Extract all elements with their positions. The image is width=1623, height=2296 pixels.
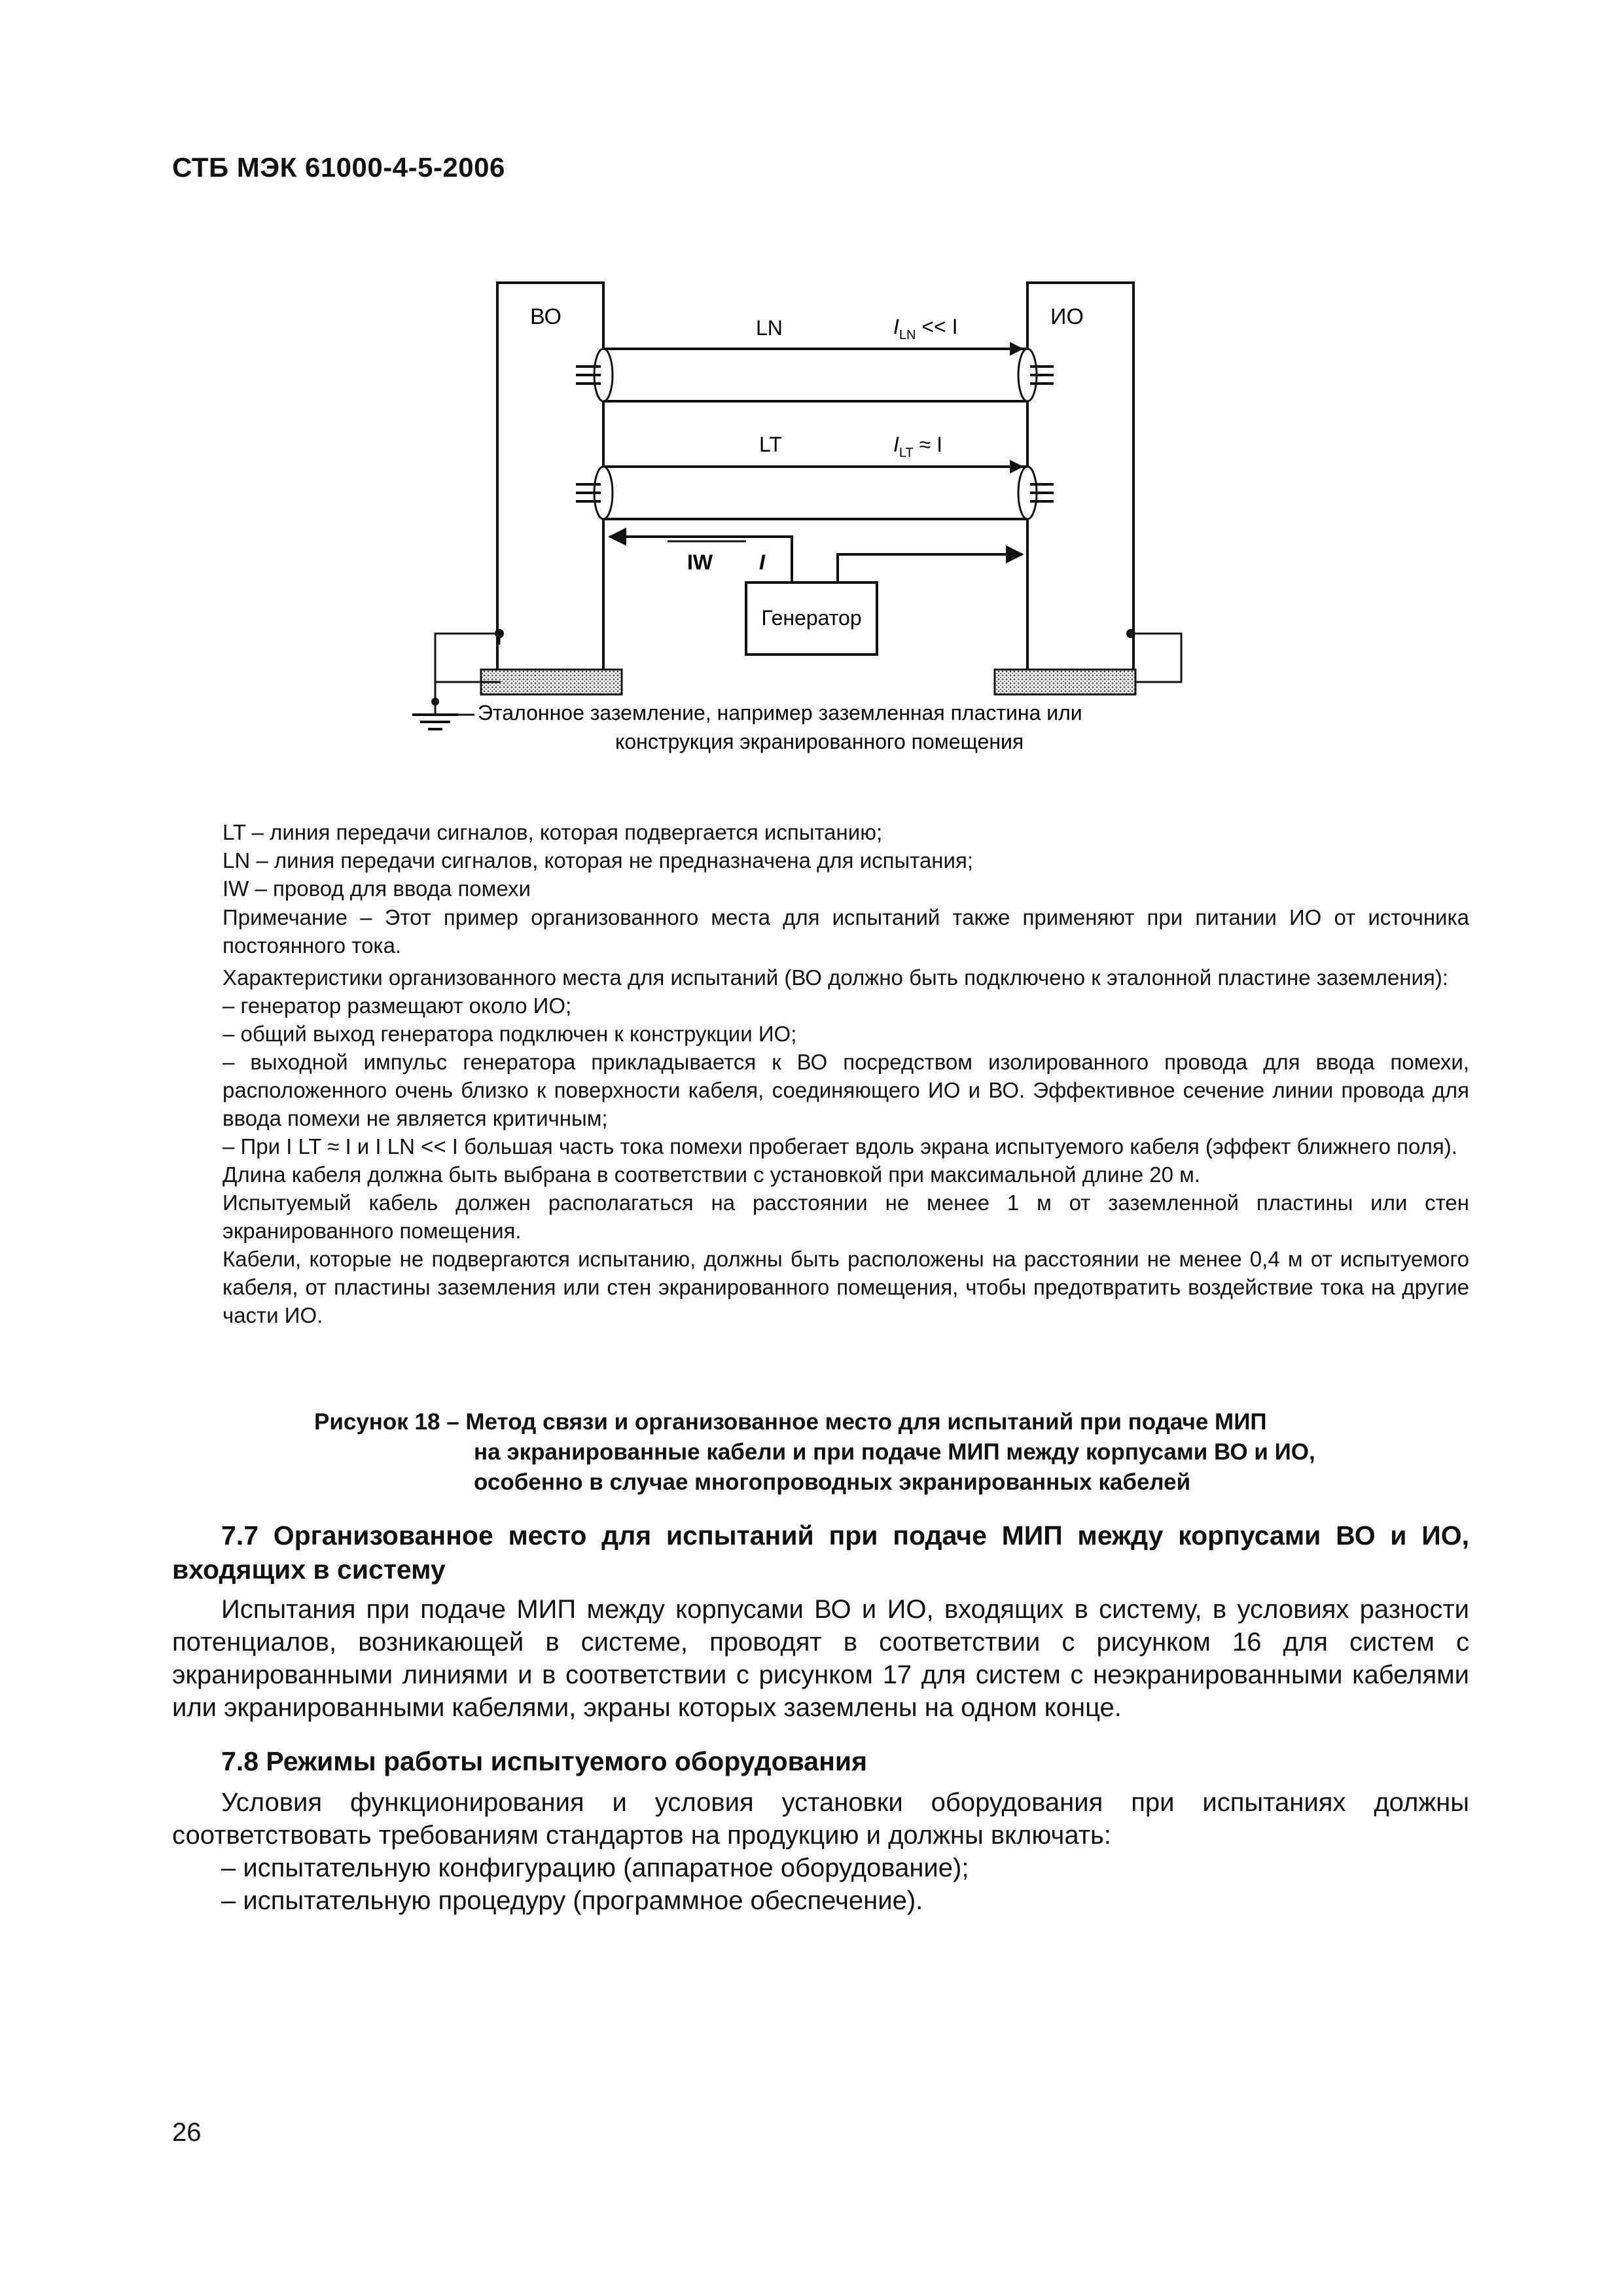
- section-7-8-item-2: – испытательную процедуру (программное обеспечение).: [221, 1886, 923, 1915]
- vo-ground-plate: [481, 670, 622, 694]
- io-enclosure: [1027, 283, 1133, 682]
- ground-caption-line2: конструкция экранированного помещения: [615, 730, 1024, 753]
- note-text: Примечание – Этот пример организованного места для испытаний также применяют при питании ИО от источника постоянного тока.: [223, 905, 1469, 958]
- figure-notes: [223, 903, 1469, 1329]
- generator-common-wire: [838, 554, 1022, 583]
- page-number: 26: [172, 2118, 202, 2147]
- legend-lt: LT – линия передачи сигналов, которая подвергается испытанию;: [223, 820, 883, 844]
- cable-distance-text: Испытуемый кабель должен располагаться на расстоянии не менее 1 м от заземленной пластины или стен экранированного помещения.: [223, 1191, 1469, 1243]
- section-7-8-item-1: – испытательную конфигурацию (аппаратное оборудование);: [221, 1854, 969, 1882]
- caption-line-3: особенно в случае многопроводных экранированных кабелей: [474, 1469, 1191, 1495]
- caption-line-1: Рисунок 18 – Метод связи и организованное место для испытаний при подаче МИП: [314, 1409, 1267, 1435]
- characteristics-text: Характеристики организованного места для испытаний (ВО должно быть подключено к эталонной пластине заземления):: [223, 965, 1448, 990]
- iw-label: IW: [687, 550, 713, 574]
- characteristics-item-4: – При I LT ≈ I и I LN << I большая часть тока помехи пробегает вдоль экрана испытуемого кабеля (эффект ближнего поля).: [223, 1134, 1457, 1158]
- section-7-8-body: Условия функционирования и условия установки оборудования при испытаниях должны соответствовать требованиям стандартов на продукцию и должны включать:: [172, 1788, 1469, 1850]
- section-7-7: [172, 1518, 1469, 1724]
- section-7-8-heading: 7.8 Режимы работы испытуемого оборудования: [221, 1746, 868, 1776]
- ln-label: LN: [756, 316, 783, 340]
- vo-enclosure: [497, 283, 603, 682]
- io-label: ИО: [1050, 304, 1084, 329]
- characteristics-item-3: – выходной импульс генератора прикладывается к ВО посредством изолированного провода для ввода помехи, расположенного очень близко к поверхности кабеля, соединяющего ИО и ВО. Эффективное сечение линии провода для ввода помехи не является критичным;: [223, 1050, 1469, 1130]
- lt-current-label: $I_{LT} \approx I$: [893, 433, 942, 460]
- document-header: СТБ МЭК 61000-4-5-2006: [172, 152, 505, 183]
- figure-legend: [223, 818, 1469, 903]
- caption-line-2: на экранированные кабели и при подаче МИП между корпусами ВО и ИО,: [474, 1439, 1315, 1465]
- figure-18-diagram: [393, 262, 1243, 818]
- characteristics-item-2: – общий выход генератора подключен к конструкции ИО;: [223, 1022, 797, 1046]
- lt-label: LT: [759, 433, 782, 456]
- cable-length-text: Длина кабеля должна быть выбрана в соответствии с установкой при максимальной длине 20 м.: [223, 1162, 1201, 1187]
- section-7-7-body: Испытания при подаче МИП между корпусами ВО и ИО, входящих в систему, в условиях разности потенциалов, возникающей в системе, проводят в соответствии с рисунком 16 для систем с экранированными линиями и в соответствии с рисунком 17 для систем с неэкранированными кабелями или экранированными кабелями, экраны которых заземлены на одном конце.: [172, 1595, 1469, 1722]
- io-ground-plate: [995, 670, 1135, 694]
- ground-caption-line1: Эталонное заземление, например заземленная пластина или: [478, 701, 1082, 725]
- ln-current-label: $I_{LN} << I$: [893, 315, 958, 342]
- legend-iw: IW – провод для ввода помехи: [223, 876, 531, 901]
- iw-current-label: I: [759, 550, 765, 574]
- io-ground-wire: [1131, 634, 1181, 682]
- generator-label: Генератор: [761, 606, 862, 630]
- legend-ln: LN – линия передачи сигналов, которая не предназначена для испытания;: [223, 848, 974, 872]
- section-7-7-heading: 7.7 Организованное место для испытаний при подаче МИП между корпусами ВО и ИО, входящих в систему: [172, 1520, 1469, 1585]
- figure-caption: [314, 1407, 1427, 1498]
- characteristics-item-1: – генератор размещают около ИО;: [223, 994, 572, 1018]
- other-cables-text: Кабели, которые не подвергаются испытанию, должны быть расположены на расстоянии не менее 0,4 м от испытуемого кабеля, от пластины заземления или стен экранированного помещения, чтобы предотвратить воздействие тока на другие части ИО.: [223, 1247, 1469, 1327]
- vo-label: ВО: [530, 304, 562, 329]
- section-7-8: [172, 1744, 1469, 1917]
